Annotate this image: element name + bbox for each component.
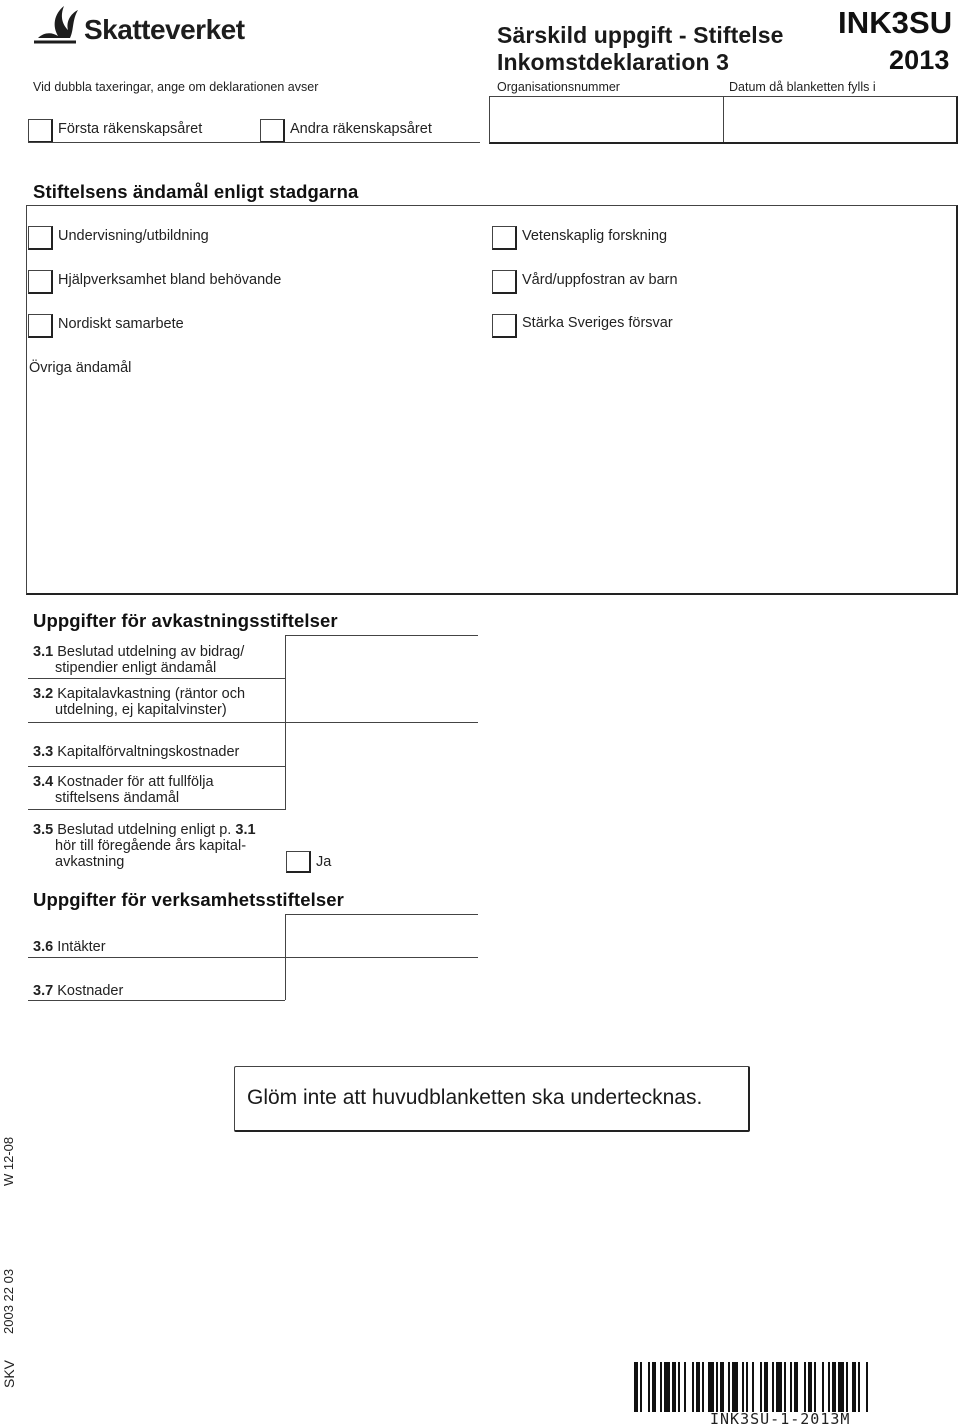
date-field[interactable] (724, 97, 956, 141)
business-fields-top-border (285, 914, 478, 915)
other-purposes-field[interactable] (28, 384, 956, 592)
field-31-number: 3.1 (33, 644, 54, 660)
field-35-label (33, 822, 256, 870)
field-divider-36 (28, 957, 285, 958)
field-divider-31 (28, 678, 285, 679)
purpose-checkbox-defence[interactable] (492, 314, 517, 338)
fiscal-year-underline (28, 142, 480, 143)
field-31-text-2: stipendier enligt ändamål (55, 660, 217, 676)
field-33-input[interactable] (287, 724, 477, 765)
purpose-label-nordic: Nordiskt samarbete (58, 316, 184, 332)
field-35-text-1: Beslutad utdelning enligt p. (57, 822, 232, 838)
field-37-input[interactable] (287, 959, 477, 999)
field-divider-37 (28, 1000, 285, 1001)
field-36-text: Intäkter (57, 939, 106, 955)
field-31-input[interactable] (287, 637, 477, 678)
field-34-text-2: stiftelsens ändamål (55, 790, 180, 806)
purpose-label-education: Undervisning/utbildning (58, 228, 209, 244)
field-37-number: 3.7 (33, 983, 54, 999)
field-divider-33 (28, 766, 285, 767)
field-33-text-1: Kapitalförvaltningskostnader (57, 744, 240, 760)
first-fiscal-year-label: Första räkenskapsåret (58, 121, 203, 137)
form-title-line2: Inkomstdeklaration 3 (497, 49, 730, 75)
field-divider-32 (28, 722, 285, 723)
barcode-icon (634, 1362, 954, 1412)
field-35-yes-label: Ja (316, 854, 332, 870)
field-35-yes-checkbox[interactable] (286, 851, 311, 873)
field-37-label (33, 983, 123, 999)
purpose-checkbox-education[interactable] (28, 226, 53, 250)
field-35-ref: 3.1 (235, 822, 256, 838)
purpose-label-childcare: Vård/uppfostran av barn (522, 272, 678, 288)
second-fiscal-year-label: Andra räkenskapsåret (290, 121, 432, 137)
field-34-number: 3.4 (33, 774, 54, 790)
field-31-text-1: Beslutad utdelning av bidrag/ (57, 644, 245, 660)
field-32-label (33, 686, 245, 718)
field-33-label (33, 744, 239, 760)
form-year: 2013 (889, 45, 950, 75)
field-35-text-3: avkastning (55, 854, 125, 870)
field-divider-36b (285, 957, 478, 958)
field-36-label (33, 939, 106, 955)
barcode-text: INK3SU-1-2013M (710, 1410, 851, 1428)
purpose-checkbox-charity[interactable] (28, 270, 53, 294)
second-fiscal-year-checkbox[interactable] (260, 119, 285, 143)
org-number-label: Organisationsnummer (497, 80, 620, 94)
skatteverket-logo (30, 2, 260, 48)
purpose-checkbox-nordic[interactable] (28, 314, 53, 338)
double-taxation-note: Vid dubbla taxeringar, ange om deklarationen avser (33, 80, 319, 94)
field-36-input[interactable] (287, 916, 477, 956)
field-32-text-1: Kapitalavkastning (räntor och (57, 686, 246, 702)
field-32-text-2: utdelning, ej kapitalvinster) (55, 702, 227, 718)
side-code-numbers: 2003 22 03 (1, 1268, 16, 1334)
field-35-number: 3.5 (33, 822, 54, 838)
side-code-skv: SKV (1, 1359, 17, 1388)
purpose-label-research: Vetenskaplig forskning (522, 228, 668, 244)
yield-fields-top-border (285, 635, 478, 636)
purpose-label-charity: Hjälpverksamhet bland behövande (58, 272, 282, 288)
side-code-version: W 12-08 (1, 1136, 16, 1186)
field-34-input[interactable] (287, 767, 477, 808)
org-number-field[interactable] (490, 97, 722, 141)
purpose-heading: Stiftelsens ändamål enligt stadgarna (33, 181, 359, 202)
field-33-number: 3.3 (33, 744, 54, 760)
logo-text: Skatteverket (84, 14, 245, 45)
field-37-text: Kostnader (57, 983, 124, 999)
field-32-input[interactable] (287, 680, 477, 721)
other-purposes-label: Övriga ändamål (29, 360, 132, 376)
field-divider-32b (285, 722, 478, 723)
purpose-checkbox-childcare[interactable] (492, 270, 517, 294)
yield-section-heading: Uppgifter för avkastningsstiftelser (33, 610, 338, 631)
field-32-number: 3.2 (33, 686, 54, 702)
field-34-label (33, 774, 214, 806)
purpose-checkbox-research[interactable] (492, 226, 517, 250)
signature-reminder-text: Glöm inte att huvudblanketten ska undertecknas. (247, 1086, 703, 1109)
field-36-number: 3.6 (33, 939, 54, 955)
field-31-label (33, 644, 244, 676)
field-divider-34 (28, 809, 285, 810)
barcode (634, 1362, 954, 1412)
field-34-text-1: Kostnader för att fullfölja (57, 774, 214, 790)
business-section-heading: Uppgifter för verksamhetsstiftelser (33, 889, 344, 910)
form-title-line1: Särskild uppgift - Stiftelse (497, 22, 784, 48)
field-35-text-2: hör till föregående års kapital- (55, 838, 247, 854)
purpose-label-defence: Stärka Sveriges försvar (522, 315, 673, 331)
date-label: Datum då blanketten fylls i (729, 80, 876, 94)
first-fiscal-year-checkbox[interactable] (28, 119, 53, 143)
crown-emblem-icon (30, 2, 82, 46)
form-code: INK3SU (838, 5, 953, 40)
